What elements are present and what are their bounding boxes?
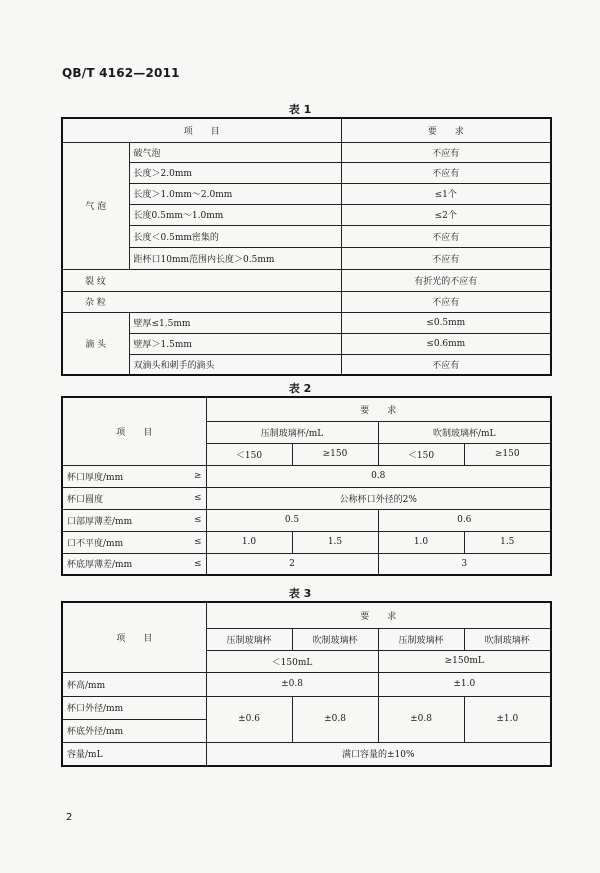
table1-group-name: 裂 纹	[62, 269, 341, 291]
table3-value: ±0.8	[292, 696, 378, 742]
table1-item: 破气泡	[129, 142, 341, 162]
table2-header-item: 项 目	[62, 397, 206, 465]
table1-item: 双滴头和刺手的滴头	[129, 354, 341, 375]
table1-caption: 表 1	[288, 103, 312, 116]
table3-item: 容量/mL	[62, 742, 206, 766]
table3-item: 杯口外径/mm	[62, 696, 206, 719]
table1-item: 长度＞1.0mm～2.0mm	[129, 183, 341, 204]
table3-col-blown: 吹制玻璃杯	[292, 628, 378, 650]
table1-group-name: 滴 头	[62, 312, 129, 375]
table1-req: 不应有	[341, 247, 551, 269]
table2-item-cell	[62, 509, 206, 531]
table1-req: 不应有	[341, 225, 551, 247]
table1-group-name: 气 泡	[62, 142, 129, 269]
table2-op: ≤	[193, 493, 202, 503]
table2-op: ≤	[193, 515, 202, 525]
table3-item: 杯高/mm	[62, 672, 206, 696]
table2-capacity-ge150: ≥150	[292, 443, 378, 465]
table1-req: ≤0.6mm	[341, 333, 551, 354]
table1-req: 有折光的不应有	[341, 269, 551, 291]
table2-item-cell	[62, 465, 206, 487]
table1-item: 长度＜0.5mm密集的	[129, 225, 341, 247]
table2-type-pressed: 压制玻璃杯/mL	[206, 421, 378, 443]
table2-value: 1.5	[464, 531, 551, 553]
table2	[61, 396, 552, 576]
table2-caption: 表 2	[288, 382, 312, 395]
table1-group-name: 杂 粒	[62, 291, 341, 312]
table3-col-blown: 吹制玻璃杯	[464, 628, 551, 650]
table2-item: 杯底厚薄差/mm	[67, 560, 133, 571]
table3-value: ±1.0	[378, 672, 551, 696]
page-number: 2	[66, 812, 73, 823]
table2-op: ≥	[193, 471, 202, 481]
table1-req: ≤1个	[341, 183, 551, 204]
table2-value: 2	[206, 553, 378, 575]
table3-capacity-ge150: ≥150mL	[378, 650, 551, 672]
table1	[61, 117, 552, 376]
table2-item: 口部厚薄差/mm	[67, 516, 133, 527]
table3-col-pressed: 压制玻璃杯	[206, 628, 292, 650]
table2-item-cell	[62, 553, 206, 575]
table3-value: 满口容量的±10%	[206, 742, 551, 766]
table1-req: 不应有	[341, 354, 551, 375]
table3-capacity-lt150: ＜150mL	[206, 650, 378, 672]
table2-capacity-lt150: ＜150	[206, 443, 292, 465]
table3-value: ±0.6	[206, 696, 292, 742]
table2-value: 1.0	[206, 531, 292, 553]
table3	[61, 601, 552, 767]
table3-value: ±0.8	[206, 672, 378, 696]
table2-op: ≤	[193, 558, 202, 569]
table1-req: 不应有	[341, 162, 551, 183]
table2-type-blown: 吹制玻璃杯/mL	[378, 421, 551, 443]
table2-item-cell	[62, 531, 206, 553]
table1-item: 壁厚≤1.5mm	[129, 312, 341, 333]
table1-req: 不应有	[341, 291, 551, 312]
table2-value: 0.8	[206, 465, 551, 487]
table1-item: 壁厚＞1.5mm	[129, 333, 341, 354]
table2-value: 公称杯口外径的2%	[206, 487, 551, 509]
table2-item: 口不平度/mm	[67, 538, 124, 549]
table2-header-req: 要 求	[206, 397, 551, 421]
table1-header-req: 要 求	[341, 118, 551, 142]
table2-value: 1.0	[378, 531, 464, 553]
table1-req: ≤0.5mm	[341, 312, 551, 333]
table1-req: ≤2个	[341, 204, 551, 225]
standard-code: QB/T 4162—2011	[62, 66, 180, 80]
table3-value: ±0.8	[378, 696, 464, 742]
table2-value: 0.6	[378, 509, 551, 531]
table1-item: 距杯口10mm范围内长度＞0.5mm	[129, 247, 341, 269]
table2-capacity-lt150: ＜150	[378, 443, 464, 465]
table3-caption: 表 3	[288, 587, 312, 600]
table2-item-cell	[62, 487, 206, 509]
table3-header-item: 项 目	[62, 602, 206, 672]
table3-header-req: 要 求	[206, 602, 551, 628]
table1-header-item: 项 目	[62, 118, 341, 142]
table3-item: 杯底外径/mm	[62, 719, 206, 742]
table2-item: 杯口厚度/mm	[67, 472, 124, 483]
table2-value: 0.5	[206, 509, 378, 531]
table1-item: 长度＞2.0mm	[129, 162, 341, 183]
table2-capacity-ge150: ≥150	[464, 443, 551, 465]
table2-value: 1.5	[292, 531, 378, 553]
table1-item: 长度0.5mm～1.0mm	[129, 204, 341, 225]
table1-req: 不应有	[341, 142, 551, 162]
table3-value: ±1.0	[464, 696, 551, 742]
table3-col-pressed: 压制玻璃杯	[378, 628, 464, 650]
table2-item: 杯口圆度	[67, 494, 104, 505]
table2-op: ≤	[193, 537, 202, 547]
table2-value: 3	[378, 553, 551, 575]
